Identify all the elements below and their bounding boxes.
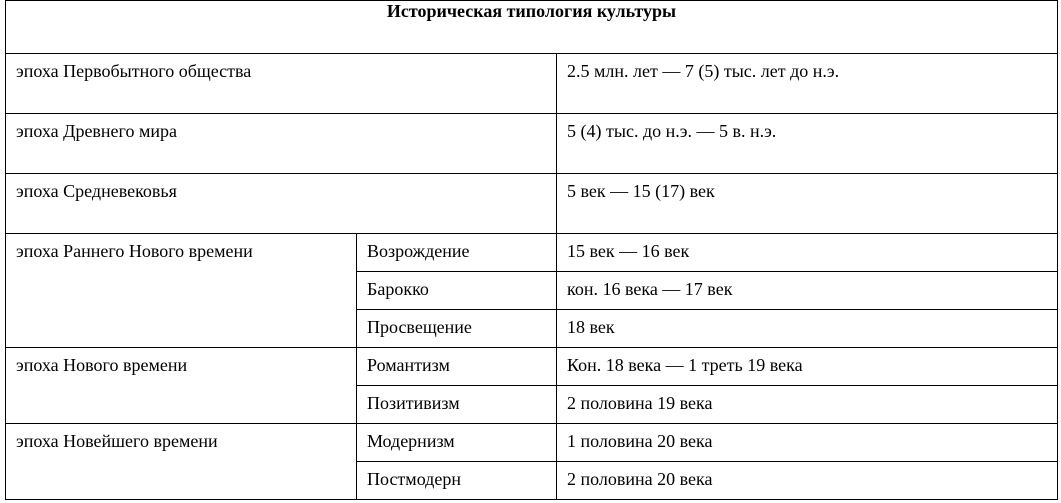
dates-cell [557, 424, 1058, 462]
culture-typology-table [5, 0, 1058, 500]
dates-label: 5 век — 15 (17) век [567, 181, 715, 201]
dates-label: 5 (4) тыс. до н.э. — 5 в. н.э. [567, 121, 777, 141]
table-row [6, 114, 1058, 174]
era-label: эпоха Нового времени [16, 355, 188, 375]
period-cell [357, 348, 557, 386]
era-label: эпоха Средневековья [16, 181, 177, 201]
dates-cell [557, 462, 1058, 500]
era-cell [6, 234, 357, 348]
dates-cell [557, 114, 1058, 174]
period-label: Позитивизм [367, 393, 460, 413]
dates-label: 1 половина 20 века [567, 431, 713, 451]
dates-cell [557, 348, 1058, 386]
period-label: Модернизм [367, 431, 455, 451]
era-label: эпоха Раннего Нового времени [16, 241, 253, 261]
period-cell [357, 234, 557, 272]
dates-label: 18 век [567, 317, 615, 337]
table-row [6, 54, 1058, 114]
dates-label: 2 половина 20 века [567, 469, 713, 489]
era-cell [6, 114, 557, 174]
dates-label: 2.5 млн. лет — 7 (5) тыс. лет до н.э. [567, 61, 840, 81]
dates-cell [557, 54, 1058, 114]
period-label: Просвещение [367, 317, 472, 337]
table-row [6, 348, 1058, 386]
period-label: Барокко [367, 279, 429, 299]
dates-cell [557, 234, 1058, 272]
era-cell [6, 424, 357, 500]
table-title: Историческая типология культуры [6, 1, 1058, 54]
era-cell [6, 174, 557, 234]
period-cell [357, 310, 557, 348]
period-cell [357, 424, 557, 462]
era-label: эпоха Первобытного общества [16, 61, 252, 81]
period-cell [357, 386, 557, 424]
table-row [6, 424, 1058, 462]
period-label: Романтизм [367, 355, 450, 375]
era-label: эпоха Древнего мира [16, 121, 177, 141]
era-label: эпоха Новейшего времени [16, 431, 218, 451]
dates-label: 2 половина 19 века [567, 393, 713, 413]
dates-label: 15 век — 16 век [567, 241, 690, 261]
period-label: Возрождение [367, 241, 470, 261]
dates-cell [557, 174, 1058, 234]
dates-label: кон. 16 века — 17 век [567, 279, 733, 299]
period-cell [357, 272, 557, 310]
period-cell [357, 462, 557, 500]
dates-cell [557, 386, 1058, 424]
table-row [6, 174, 1058, 234]
era-cell [6, 348, 357, 424]
table-row [6, 234, 1058, 272]
era-cell [6, 54, 557, 114]
dates-cell [557, 310, 1058, 348]
title-row [6, 1, 1058, 54]
dates-cell [557, 272, 1058, 310]
period-label: Постмодерн [367, 469, 461, 489]
dates-label: Кон. 18 века — 1 треть 19 века [567, 355, 803, 375]
